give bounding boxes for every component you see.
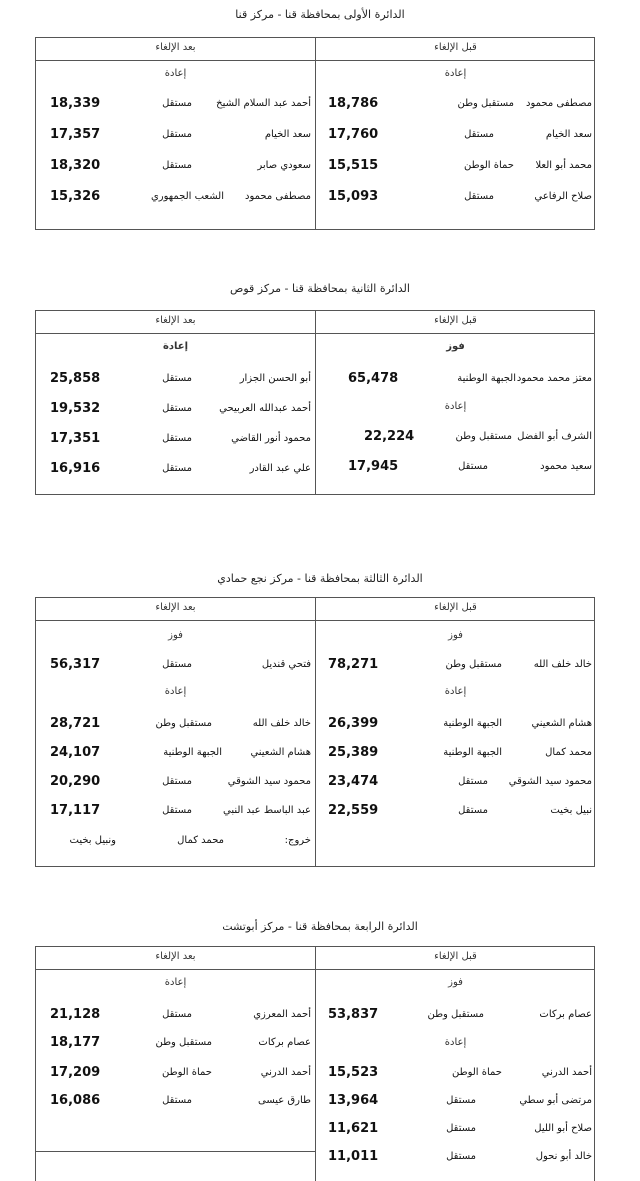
candidate-party: مستقبل وطن [155,718,212,729]
candidate-party: مستقل [162,1009,192,1020]
candidate-name: أحمد الدرني [541,1067,592,1078]
candidate-name: عصام بركات [539,1009,592,1020]
results-table [35,597,595,867]
candidate-name: محمود سيد الشوقي [508,776,592,787]
candidate-party: مستقل [464,129,494,140]
group-label: فوز [168,630,183,641]
candidate-party: حماة الوطن [162,1067,212,1078]
group-label: إعادة [164,686,187,697]
candidate-name: هشام الشعيني [531,718,592,729]
section-title: الدائرة الأولى بمحافظة قنا - مركز قنا [235,8,405,21]
candidate-votes: 56,317 [50,657,101,672]
candidate-party: مستقل [162,129,192,140]
candidate-party: مستقل [446,1095,476,1106]
candidate-party: مستقل [162,776,192,787]
candidate-party: الجبهة الوطنية [163,747,222,758]
candidate-party: مستقل [162,98,192,109]
candidate-votes: 20,290 [50,774,101,789]
candidate-party: حماة الوطن [452,1067,502,1078]
candidate-votes: 24,107 [50,745,101,760]
candidate-name: صلاح أبو الليل [534,1123,592,1134]
candidate-party: مستقل [162,373,192,384]
group-label: إعادة [444,686,467,697]
candidate-party: مستقل [162,463,192,474]
candidate-votes: 18,786 [328,96,379,111]
exit-label: خروج: [284,835,311,846]
candidate-votes: 17,945 [348,459,399,474]
candidate-votes: 21,128 [50,1007,101,1022]
candidate-party: مستقبل وطن [427,1009,484,1020]
candidate-name: أبو الحسن الجزار [239,373,311,384]
exit-name: محمد كمال [177,835,224,846]
candidate-name: خالد أبو نحول [535,1151,592,1162]
column-divider [315,38,316,229]
group-label: فوز [446,341,465,352]
candidate-party: الجبهة الوطنية [457,373,516,384]
candidate-name: سعيد محمود [540,461,592,472]
candidate-party: مستقبل وطن [457,98,514,109]
candidate-votes: 15,523 [328,1065,379,1080]
candidate-votes: 53,837 [328,1007,379,1022]
candidate-name: محمود سيد الشوقي [227,776,311,787]
candidate-party: مستقبل وطن [455,431,512,442]
candidate-name: طارق عيسى [257,1095,311,1106]
group-label: فوز [448,977,463,988]
candidate-name: سعد الخيام [545,129,592,140]
candidate-name: أحمد الدرني [260,1067,311,1078]
header-before: قبل الإلغاء [434,602,477,613]
section-title: الدائرة الثالثة بمحافظة قنا - مركز نجع حمادي [217,572,423,585]
header-after: بعد الإلغاء [155,315,196,326]
candidate-name: فتحي قنديل [261,659,311,670]
candidate-name: أحمد عبدالله العربيحي [219,403,311,414]
group-label: إعادة [162,341,189,352]
candidate-party: مستقل [162,659,192,670]
group-label: إعادة [444,401,467,412]
candidate-votes: 18,177 [50,1035,101,1050]
results-table [35,310,595,495]
after-bottom-border [36,1151,315,1152]
section-title: الدائرة الرابعة بمحافظة قنا - مركز أبوتشت [222,920,418,933]
candidate-party: مستقل [458,776,488,787]
candidate-party: الشعب الجمهوري [150,191,224,202]
header-after: بعد الإلغاء [155,602,196,613]
candidate-name: محمود أنور القاضي [231,433,311,444]
candidate-party: مستقل [162,433,192,444]
section-title: الدائرة الثانية بمحافظة قنا - مركز قوص [230,282,410,295]
candidate-name: علي عبد القادر [249,463,311,474]
candidate-votes: 22,559 [328,803,379,818]
candidate-name: محمد كمال [545,747,592,758]
candidate-votes: 25,858 [50,371,101,386]
candidate-votes: 17,209 [50,1065,101,1080]
candidate-name: الشرف أبو الفضل [517,431,592,442]
candidate-party: حماة الوطن [464,160,514,171]
candidate-votes: 78,271 [328,657,379,672]
candidate-name: سعد الخيام [264,129,311,140]
candidate-name: صلاح الرفاعي [534,191,592,202]
candidate-name: أحمد عبد السلام الشيخ [216,98,311,109]
group-label: فوز [448,630,463,641]
candidate-party: مستقل [458,461,488,472]
candidate-votes: 23,474 [328,774,379,789]
candidate-party: مستقل [162,403,192,414]
candidate-party: مستقبل وطن [445,659,502,670]
results-table [35,37,595,230]
candidate-name: خالد خلف الله [533,659,592,670]
candidate-name: محمد أبو العلا [535,160,592,171]
candidate-votes: 17,357 [50,127,101,142]
candidate-name: سعودي صابر [257,160,311,171]
candidate-name: أحمد المعرزي [253,1009,311,1020]
group-label: إعادة [444,1037,467,1048]
candidate-name: هشام الشعيني [250,747,311,758]
candidate-votes: 25,389 [328,745,379,760]
header-before: قبل الإلغاء [434,951,477,962]
candidate-party: مستقل [162,1095,192,1106]
candidate-name: مصطفى محمود [244,191,311,202]
candidate-name: معتز محمد محمود [516,373,592,384]
candidate-party: مستقل [458,805,488,816]
candidate-party: مستقل [162,805,192,816]
candidate-name: مرتضى أبو سطي [519,1095,592,1106]
candidate-votes: 11,621 [328,1121,379,1136]
header-after: بعد الإلغاء [155,42,196,53]
group-label: إعادة [164,977,187,988]
candidate-votes: 17,351 [50,431,101,446]
candidate-votes: 11,011 [328,1149,379,1164]
group-label: إعادة [444,68,467,79]
candidate-name: عبد الباسط عبد النبي [223,805,311,816]
header-after: بعد الإلغاء [155,951,196,962]
candidate-party: مستقل [464,191,494,202]
candidate-party: الجبهة الوطنية [443,718,502,729]
candidate-votes: 26,399 [328,716,379,731]
candidate-party: الجبهة الوطنية [443,747,502,758]
header-before: قبل الإلغاء [434,42,477,53]
candidate-votes: 16,086 [50,1093,101,1108]
candidate-party: مستقل [162,160,192,171]
candidate-name: عصام بركات [258,1037,311,1048]
header-before: قبل الإلغاء [434,315,477,326]
candidate-votes: 15,326 [50,189,101,204]
candidate-votes: 18,320 [50,158,101,173]
candidate-party: مستقل [446,1123,476,1134]
candidate-votes: 17,760 [328,127,379,142]
candidate-votes: 16,916 [50,461,101,476]
candidate-votes: 15,515 [328,158,379,173]
group-label: إعادة [164,68,187,79]
results-table [35,946,595,1181]
candidate-party: مستقبل وطن [155,1037,212,1048]
candidate-name: نبيل بخيت [550,805,592,816]
candidate-votes: 18,339 [50,96,101,111]
exit-name: ونبيل بخيت [69,835,116,846]
candidate-name: خالد خلف الله [252,718,311,729]
candidate-votes: 19,532 [50,401,101,416]
candidate-name: مصطفى محمود [525,98,592,109]
candidate-votes: 17,117 [50,803,101,818]
candidate-votes: 28,721 [50,716,101,731]
candidate-party: مستقل [446,1151,476,1162]
candidate-votes: 13,964 [328,1093,379,1108]
candidate-votes: 15,093 [328,189,379,204]
candidate-votes: 22,224 [364,429,415,444]
candidate-votes: 65,478 [348,371,399,386]
